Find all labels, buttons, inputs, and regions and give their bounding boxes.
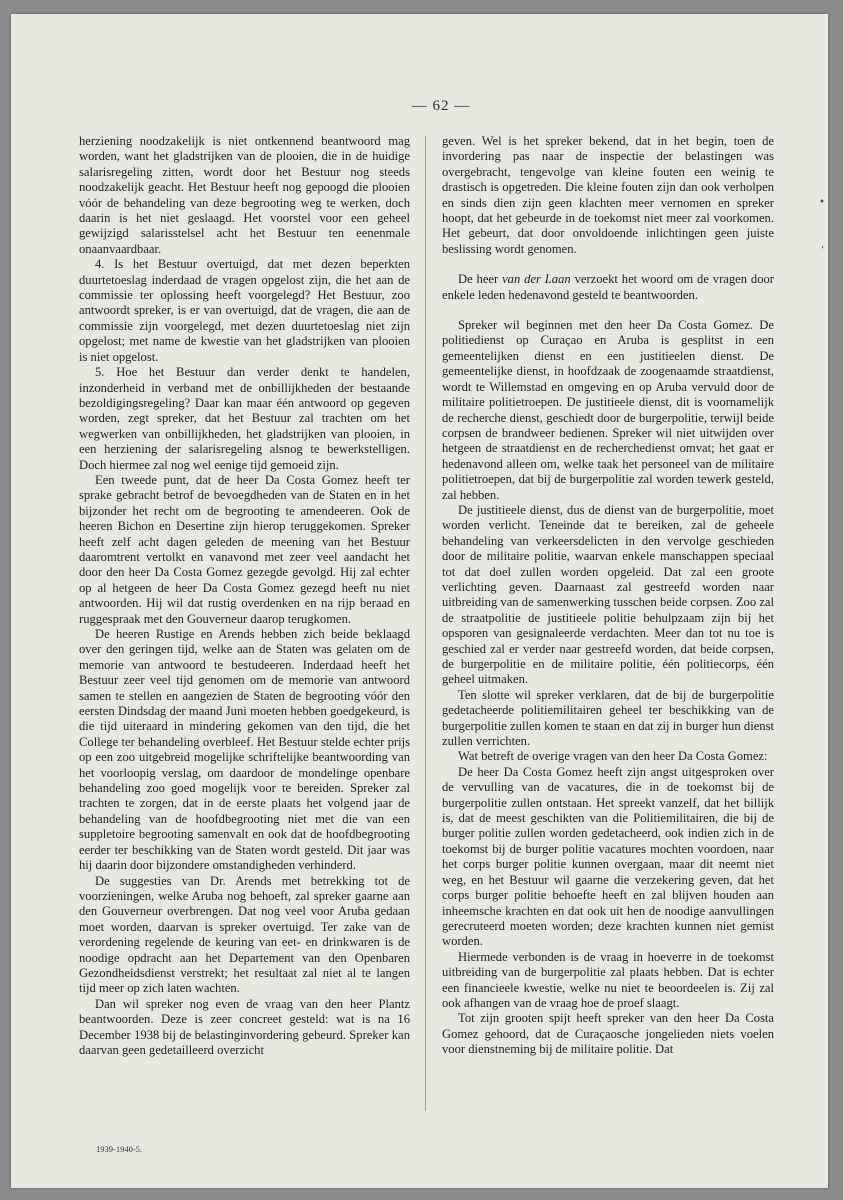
paragraph: De heeren Rustige en Arends hebben zich beide beklaagd over den geringen tijd, welke aan de Staten was gelaten om de memorie van antwoord te bestudeeren. Inderdaad heeft het Bestuur zeer veel tijd genomen om de memorie van antwoord samen te stellen en aangezien de Staten de begrooting vóór den eersten Dindsdag der maand Juni moeten hebben goedgekeurd, is die tijd uiteraard in mindering gekomen van den tijd, die het College ter behandeling overbleef. Het Bestuur stelde echter prijs op een zoo uitgebreid mogelijke schriftelijke beantwoording van het voorloopig verslag, om daardoor de mondelinge openbare behandeling zoo goed mogelijk voor te bereiden. Spreker zal trachten te zorgen, dat in de eerste plaats het volgend jaar de behandeling van de hoofdbegrooting niet met die van een suppletoire begrooting samenvalt en ook dat de hoofdbegrooting eerder ter beschikking van de Staten wordt gesteld. Dit jaar was hij daarin door bijzondere omstandigheden verhinderd. — [79, 627, 410, 873]
document-page — [11, 14, 828, 1188]
paragraph: Hiermede verbonden is de vraag in hoeverre in de toekomst uitbreiding van de burgerpolitie zal plaats hebben. Dat is echter een financieele kwestie, welke nu niet te beoordeelen is. Zij zal ook afhangen van de vraag hoe de proef slaagt. — [442, 949, 774, 1010]
paragraph: Een tweede punt, dat de heer Da Costa Gomez heeft ter sprake gebracht betrof de bevoegdheden van de Staten en in het bijzonder het recht om de begrooting te amendeeren. Ook de heeren Bichon en Desertine zijn hierop teruggekomen. Spreker heeft zelf acht dagen geleden de meening van het Bestuur daaromtrent vertolkt en vanavond met zeer veel aandacht het door den heer Da Costa Gomez gezegde gevolgd. Hij zal echter op al hetgeen de heer Da Costa Gomez gezegd heeft nu niet antwoorden. Hij wil dat rustig overdenken en na rijp beraad en ruggespraak met den Gouverneur daarop terugkomen. — [79, 472, 410, 626]
margin-dot: • — [819, 197, 825, 208]
paragraph: 4. Is het Bestuur overtuigd, dat met dezen beperkten duurtetoeslag inderdaad de vragen opgelost zijn, die het aan de commissie ter oplossing heeft voorgelegd? Het Bestuur, zoo antwoordt spreker, is er van overtuigd, dat de vragen, die aan de commissie zijn voorgelegd, met dezen duurtetoeslag niet zijn opgelost; met name de kwestie van het gladstrijken van plooien is niet opgelost. — [79, 257, 410, 364]
paragraph: Ten slotte wil spreker verklaren, dat de bij de burgerpolitie gedetacheerde politiemilitairen geheel ter beschikking van de burgerpolitie zullen komen te staan en dat zij in burger hun dienst zullen verrichten. — [442, 687, 774, 749]
column-divider — [425, 136, 426, 1111]
page-number: — 62 — — [411, 98, 471, 114]
right-text-column — [442, 134, 774, 1058]
paragraph: Dan wil spreker nog even de vraag van den heer Plantz beantwoorden. Deze is zeer concreet gesteld: wat is na 16 December 1938 bij de belastinginvordering gebeurd. Spreker kan daarvan geen gedetailleerd overzicht — [79, 996, 410, 1057]
speaker-name: van der Laan — [502, 272, 571, 287]
left-text-column — [79, 134, 410, 1058]
paragraph: Tot zijn grooten spijt heeft spreker van den heer Da Costa Gomez gehoord, dat de Curaçaosche jongelieden niets voelen voor dienstneming bij de militaire politie. Dat — [442, 1011, 774, 1057]
paragraph: Spreker wil beginnen met den heer Da Costa Gomez. De politiedienst op Curaçao en Aruba is gesplitst in een gemeentelijken dienst en een justitieelen dienst. De gemeentelijke dienst, in hoofdzaak de zoogenaamde straatdienst, wordt te Willemstad en omgeving en op Aruba vervuld door de militaire politietroepen. De justitieele dienst, dit is voornamelijk de recherche dienst, geschiedt door de burgerpolitie, terwijl beide corpsen de brandweer bedienen. Spreker wil niet uitwijden over hetgeen de straatdienst en de recherchedienst omvat; het gaat er hedenavond alleen om, welke taak het personeel van de militaire politietroepen, dat bij de burgerpolitie zal worden tewerk gesteld, zal hebben. — [442, 318, 774, 502]
paragraph: herziening noodzakelijk is niet ontkennend beantwoord mag worden, want het gladstrijken van de plooien, die in de huidige salarisregeling zitten, wordt door het Bestuur nog steeds noodzakelijk geacht. Het Bestuur heeft nog gepoogd die plooien vóór de behandeling van deze begrooting weg te werken, doch daarin is het niet geslaagd. Het voorstel voor een geheel gewijzigd salarisstelsel acht het Bestuur ten eenenmale onaanvaardbaar. — [79, 134, 410, 256]
paragraph: Wat betreft de overige vragen van den heer Da Costa Gomez: — [458, 749, 768, 764]
paragraph: geven. Wel is het spreker bekend, dat in het begin, toen de invordering pas naar de inspectie der belastingen was overgebracht, tengevolge van kleine fouten een weinig te drastisch is opgetreden. Die kleine fouten zijn dan ook verholpen en sinds dien zijn geen klachten meer vernomen en spreker hoopt, dat het gebeurde in de toekomst niet meer zal voorkomen. Het gebeurt, dat door onvoldoende inlichtingen geen juiste beslissing wordt genomen. — [442, 134, 774, 256]
paragraph: De justitieele dienst, dus de dienst van de burgerpolitie, moet worden verlicht. Teneinde dat te bereiken, zal de geheele behandeling van verkeersdelicten in den vervolge geschieden door de militaire politie, waarvan enkele manschappen speciaal tot dat doel zullen worden opgeleid. Dat zal een groote verlichting geven. Daarnaast zal gestreefd worden naar uitbreiding van de samenwerking tusschen beide corpsen. Zoo zal de straatpolitie de justitieele politie behulpzaam zijn bij het opsporen van gesignaleerde verdachten. Meer dan tot nu toe is geschied zal er verder naar gestreefd worden, dat beide corpsen, de burgerpolitie en de militaire politie, één politiecorps, één geheel uitmaken. — [442, 502, 774, 687]
paragraph: De suggesties van Dr. Arends met betrekking tot de voorzieningen, welke Aruba nog behoeft, zal spreker gaarne aan den Gouverneur overbrengen. Dat nog veel voor Aruba gedaan moet worden, daarvan is spreker overtuigd. Ter zake van de verordening regelende de keuring van eet- en drinkwaren is de noodige opdracht aan het Departement van den Openbaren Gezondheidsdienst verstrekt; het resultaat zal niet al te langen tijd meer op zich laten wachten. — [79, 873, 410, 996]
paragraph: De heer van der Laan verzoekt het woord om de vragen door enkele leden hedenavond gesteld te beantwoorden. — [442, 272, 774, 302]
paragraph: De heer Da Costa Gomez heeft zijn angst uitgesproken over de vervulling van de vacatures, die in de toekomst bij de burgerpolitie zullen ontstaan. Het spreekt vanzelf, dat het billijk is, dat de meest geschikten van die Politiemilitairen, die bij de burger politie zullen worden gedetacheerd, ook indien zich in de toekomst bij de burger politie vacatures mochten voordoen, naar het corps burger politie kunnen overgaan, maar dit neemt niet weg, en het Bestuur wil gaarne die verzekering geven, dat het corps burger politie behoefte heeft en zal blijven houden aan inheemsche krachten en dat ook uit hen de noodige aanvullingen gerecruteerd moeten worden; deze krachten kunnen niet gemist worden. — [442, 764, 774, 949]
print-reference: 1939-1940-5. — [96, 1144, 143, 1154]
margin-dot: , — [821, 239, 825, 250]
paragraph: 5. Hoe het Bestuur dan verder denkt te handelen, inzonderheid in verband met de onbillijkheden der bestaande bezoldigingsregeling? Daar kan maar één antwoord op gegeven worden, zegt spreker, dat het Bestuur zal trachten om het wegwerken van onbillijkheden, het gladstrijken van plooien, in een herziening der salarisregeling alsnog te bewerkstelligen. Doch hiermee zal nog wel eenige tijd gemoeid zijn. — [79, 365, 410, 472]
